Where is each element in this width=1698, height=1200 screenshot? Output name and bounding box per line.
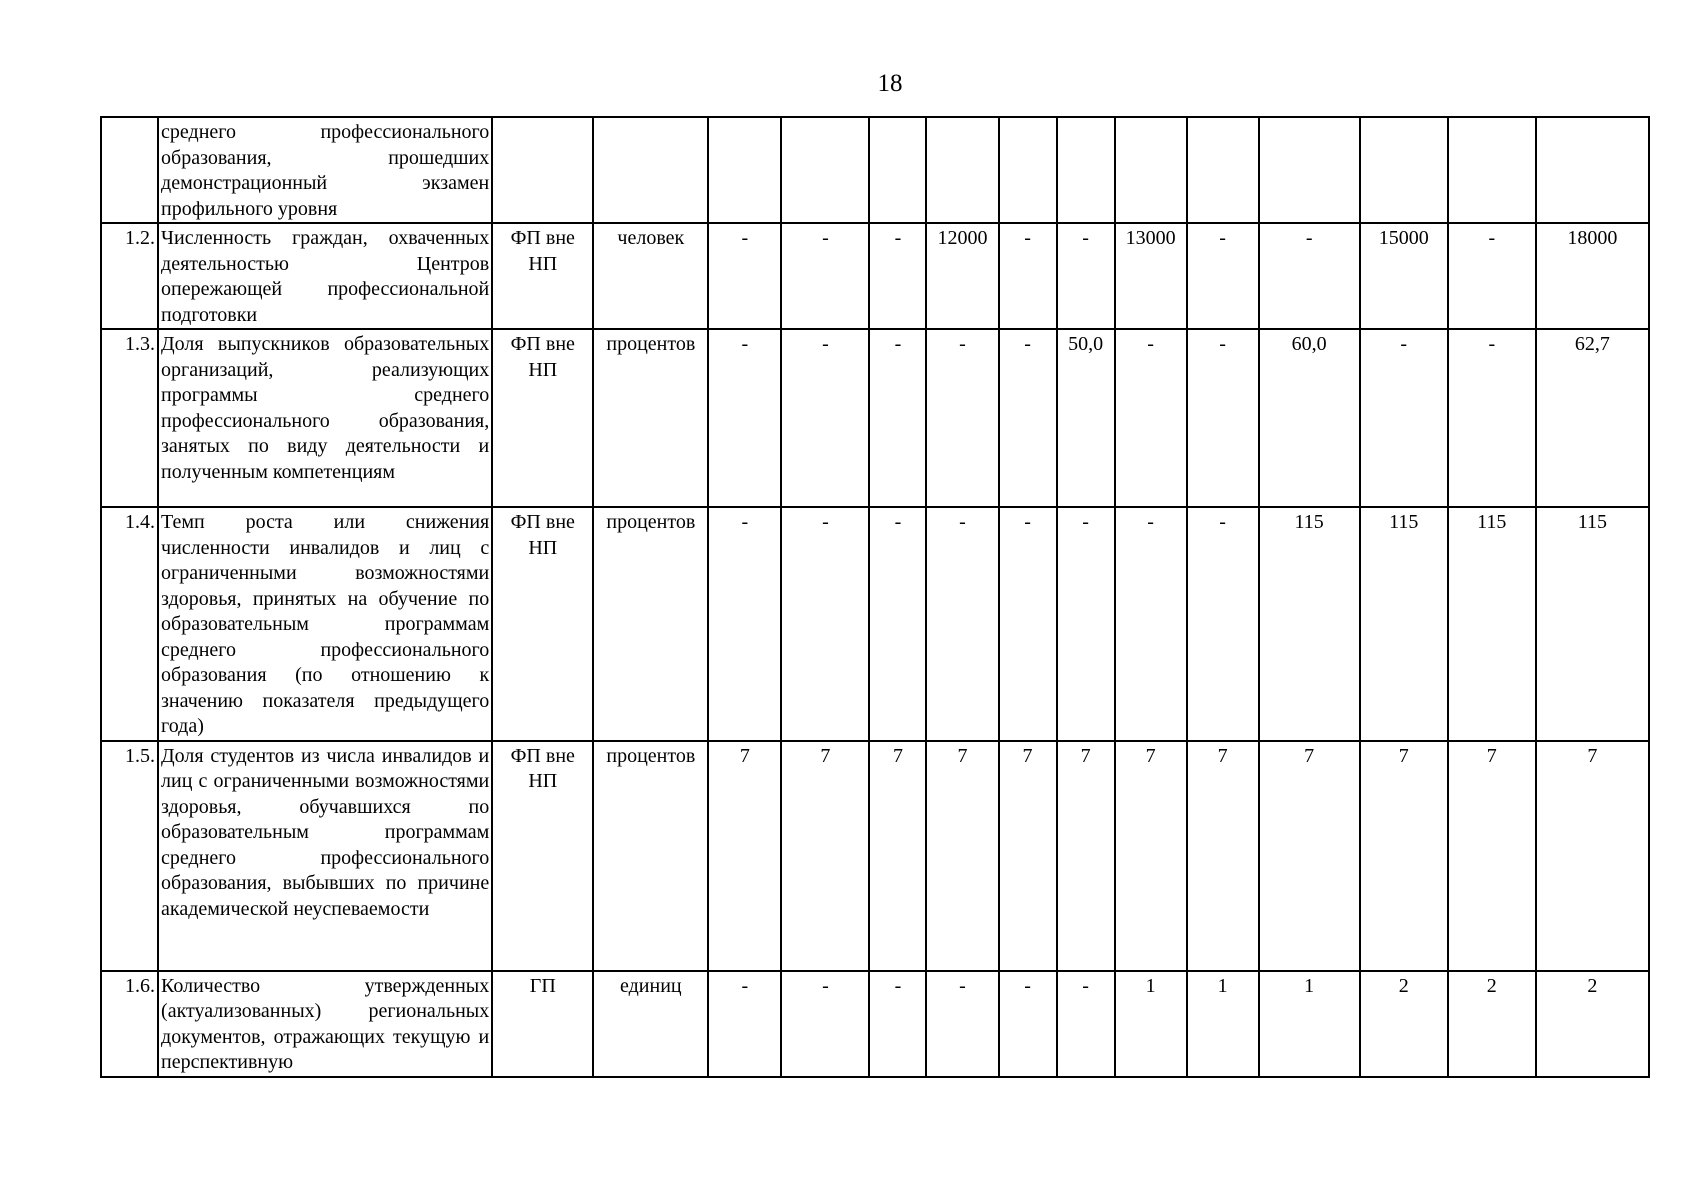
value-cell [926, 117, 998, 223]
value-cell: - [1187, 329, 1259, 507]
value-cell [1115, 117, 1187, 223]
value-cell: 7 [781, 741, 869, 971]
value-cell: 7 [1448, 741, 1536, 971]
source-cell: ФП вне НП [492, 223, 593, 329]
value-cell: 62,7 [1536, 329, 1649, 507]
table-row [101, 223, 1649, 329]
value-cell: - [926, 329, 998, 507]
value-cell: - [1187, 507, 1259, 741]
source-cell [492, 117, 593, 223]
value-cell: 2 [1448, 971, 1536, 1077]
value-cell: 60,0 [1259, 329, 1360, 507]
value-cell: 7 [999, 741, 1057, 971]
value-cell: 7 [869, 741, 926, 971]
indicator-description-cell: Доля студентов из числа инвалидов и лиц с ограниченными возможностями здоровья, обучавшихся по образовательным программам среднего профессионального образования, выбывших по причине академической неуспеваемости [158, 741, 492, 971]
row-number-cell: 1.3. [101, 329, 158, 507]
value-cell: 2 [1536, 971, 1649, 1077]
row-number-cell: 1.6. [101, 971, 158, 1077]
value-cell: - [1187, 223, 1259, 329]
indicator-description-cell: Количество утвержденных (актуализованных) региональных документов, отражающих текущую и перспективную [158, 971, 492, 1077]
unit-cell: процентов [593, 329, 708, 507]
indicators-table [100, 116, 1650, 1078]
value-cell: - [999, 329, 1057, 507]
value-cell: - [708, 223, 781, 329]
value-cell: - [926, 971, 998, 1077]
unit-cell: единиц [593, 971, 708, 1077]
page-number: 18 [877, 70, 903, 97]
value-cell: - [708, 971, 781, 1077]
row-number-cell [101, 117, 158, 223]
source-cell: ФП вне НП [492, 329, 593, 507]
indicator-description-cell: Доля выпускников образовательных организаций, реализующих программы среднего профессионального образования, занятых по виду деятельности и полученным компетенциям [158, 329, 492, 507]
value-cell [1448, 117, 1536, 223]
value-cell: 7 [1259, 741, 1360, 971]
value-cell [869, 117, 926, 223]
row-number-cell: 1.4. [101, 507, 158, 741]
value-cell: 7 [926, 741, 998, 971]
value-cell: 7 [1536, 741, 1649, 971]
value-cell: 50,0 [1057, 329, 1115, 507]
value-cell: 7 [1360, 741, 1448, 971]
value-cell [1259, 117, 1360, 223]
unit-cell: человек [593, 223, 708, 329]
unit-cell: процентов [593, 741, 708, 971]
value-cell: 7 [1187, 741, 1259, 971]
table-row [101, 741, 1649, 971]
source-cell: ФП вне НП [492, 507, 593, 741]
value-cell: 115 [1360, 507, 1448, 741]
indicator-description-cell: Темп роста или снижения численности инвалидов и лиц с ограниченными возможностями здоровья, принятых на обучение по образовательным программам среднего профессионального образования (по отношению к значению показателя предыдущего года) [158, 507, 492, 741]
value-cell [1187, 117, 1259, 223]
value-cell: - [1115, 329, 1187, 507]
value-cell: - [1259, 223, 1360, 329]
value-cell: - [1057, 971, 1115, 1077]
value-cell: 7 [1057, 741, 1115, 971]
value-cell [708, 117, 781, 223]
table-row [101, 329, 1649, 507]
value-cell: - [869, 329, 926, 507]
indicator-description-cell: Численность граждан, охваченных деятельностью Центров опережающей профессиональной подготовки [158, 223, 492, 329]
table-row [101, 971, 1649, 1077]
value-cell: 15000 [1360, 223, 1448, 329]
value-cell: 2 [1360, 971, 1448, 1077]
value-cell [1360, 117, 1448, 223]
value-cell: - [1057, 223, 1115, 329]
indicator-description-cell: среднего профессионального образования, прошедших демонстрационный экзамен профильного уровня [158, 117, 492, 223]
value-cell: 1 [1259, 971, 1360, 1077]
value-cell: - [1448, 223, 1536, 329]
value-cell: - [1115, 507, 1187, 741]
value-cell [1057, 117, 1115, 223]
unit-cell: процентов [593, 507, 708, 741]
value-cell: 12000 [926, 223, 998, 329]
value-cell: - [781, 223, 869, 329]
value-cell: 115 [1448, 507, 1536, 741]
unit-cell [593, 117, 708, 223]
source-cell: ФП вне НП [492, 741, 593, 971]
table-row [101, 117, 1649, 223]
value-cell: 7 [708, 741, 781, 971]
value-cell: - [781, 329, 869, 507]
value-cell: - [1360, 329, 1448, 507]
value-cell: 1 [1187, 971, 1259, 1077]
table-row [101, 507, 1649, 741]
value-cell [1536, 117, 1649, 223]
value-cell: 7 [1115, 741, 1187, 971]
value-cell: - [1057, 507, 1115, 741]
value-cell: 1 [1115, 971, 1187, 1077]
value-cell: - [999, 507, 1057, 741]
row-number-cell: 1.2. [101, 223, 158, 329]
value-cell: 115 [1259, 507, 1360, 741]
value-cell: - [926, 507, 998, 741]
value-cell [781, 117, 869, 223]
value-cell: 18000 [1536, 223, 1649, 329]
value-cell: 13000 [1115, 223, 1187, 329]
value-cell: 115 [1536, 507, 1649, 741]
value-cell: - [999, 971, 1057, 1077]
value-cell [999, 117, 1057, 223]
value-cell: - [781, 507, 869, 741]
value-cell: - [781, 971, 869, 1077]
value-cell: - [708, 329, 781, 507]
source-cell: ГП [492, 971, 593, 1077]
value-cell: - [1448, 329, 1536, 507]
value-cell: - [708, 507, 781, 741]
value-cell: - [999, 223, 1057, 329]
value-cell: - [869, 507, 926, 741]
value-cell: - [869, 971, 926, 1077]
value-cell: - [869, 223, 926, 329]
row-number-cell: 1.5. [101, 741, 158, 971]
